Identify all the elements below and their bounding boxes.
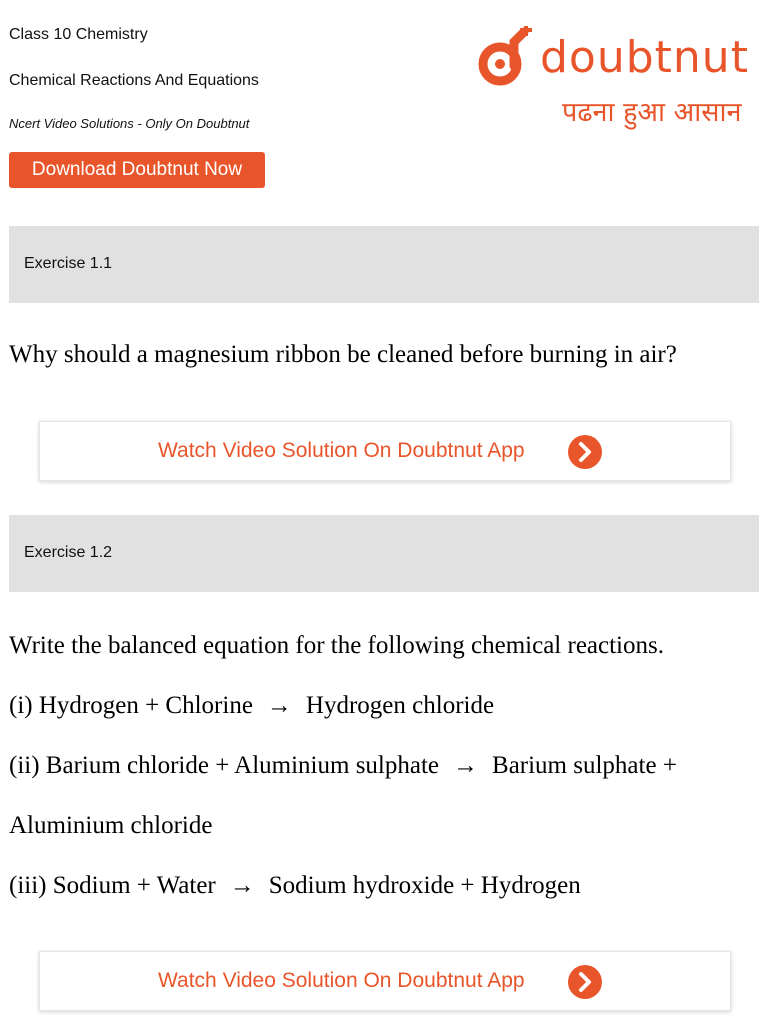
exercise-title: Exercise 1.1 — [24, 255, 113, 272]
watch-video-label: Watch Video Solution On Doubtnut App — [158, 439, 525, 462]
watch-video-button[interactable] — [39, 951, 731, 1011]
arrow-icon: → — [453, 752, 479, 779]
download-app-button[interactable]: Download Doubtnut Now — [9, 152, 265, 188]
reaction-products: Sodium hydroxide + Hydrogen — [268, 872, 581, 899]
chevron-right-circle-icon — [568, 965, 602, 999]
logo-hindi-tagline: पढना हुआ आसान — [562, 97, 742, 128]
reaction-line — [9, 752, 677, 780]
reaction-continuation: Aluminium chloride — [9, 812, 213, 839]
exercise-title: Exercise 1.2 — [24, 544, 113, 561]
doubtnut-logo-icon — [474, 26, 538, 90]
doubtnut-logo — [470, 22, 762, 132]
question-text: Why should a magnesium ribbon be cleaned before burning in air? — [9, 341, 677, 368]
chapter-title: Chemical Reactions And Equations — [9, 72, 259, 89]
exercise-header — [9, 226, 759, 303]
reaction-reactants: (iii) Sodium + Water — [9, 872, 216, 899]
class-label: Class 10 Chemistry — [9, 26, 148, 43]
tagline: Ncert Video Solutions - Only On Doubtnut — [9, 116, 250, 131]
reaction-line — [9, 872, 581, 900]
watch-video-label: Watch Video Solution On Doubtnut App — [158, 969, 525, 992]
question-text: Write the balanced equation for the following chemical reactions. — [9, 632, 664, 659]
reaction-reactants: (ii) Barium chloride + Aluminium sulphate — [9, 752, 440, 779]
reaction-reactants: (i) Hydrogen + Chlorine — [9, 692, 253, 719]
reaction-line — [9, 692, 494, 720]
chevron-right-circle-icon — [568, 435, 602, 469]
reaction-products: Hydrogen chloride — [305, 692, 495, 719]
exercise-header — [9, 515, 759, 592]
watch-video-button[interactable] — [39, 421, 731, 481]
reaction-products: Barium sulphate + — [492, 752, 677, 779]
logo-wordmark: doubtnut — [540, 32, 749, 83]
arrow-icon: → — [266, 692, 292, 719]
arrow-icon: → — [229, 872, 255, 899]
